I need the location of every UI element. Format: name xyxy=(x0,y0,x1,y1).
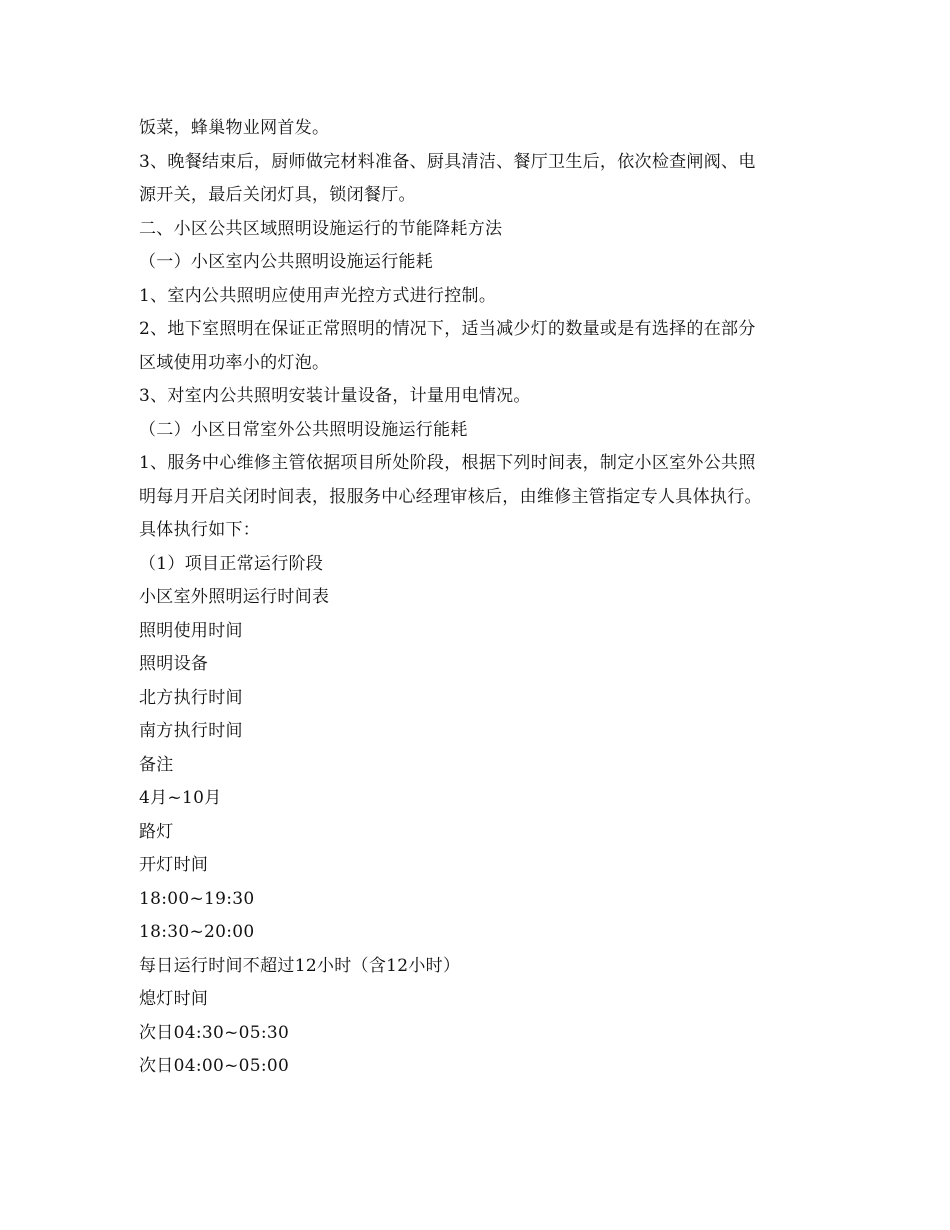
text-line: 明每月开启关闭时间表，报服务中心经理审核后，由维修主管指定专人具体执行。 xyxy=(139,486,762,507)
table-cell: 照明设备 xyxy=(139,654,209,674)
document-body xyxy=(139,112,819,1084)
subsection-heading: （一）小区室内公共照明设施运行能耗 xyxy=(139,252,434,272)
text-line: 2、地下室照明在保证正常照明的情况下，适当减少灯的数量或是有选择的在部分 xyxy=(139,319,756,339)
table-cell: 熄灯时间 xyxy=(139,989,209,1009)
text-line: 区域使用功率小的灯泡。 xyxy=(139,352,330,373)
section-heading: 二、小区公共区域照明设施运行的节能降耗方法 xyxy=(139,218,503,239)
text-line: 1、服务中心维修主管依据项目所处阶段，根据下列时间表，制定小区室外公共照 xyxy=(139,453,756,473)
text-line: 3、晚餐结束后，厨师做完材料准备、厨具清洁、餐厅卫生后，依次检查闸阀、电 xyxy=(139,151,756,172)
table-cell: 18:00~19:30 xyxy=(139,888,255,909)
table-cell: 北方执行时间 xyxy=(139,687,243,708)
table-cell: 4月~10月 xyxy=(139,788,222,808)
text-line: 3、对室内公共照明安装计量设备，计量用电情况。 xyxy=(139,386,531,406)
table-cell: 次日04:30~05:30 xyxy=(139,1022,290,1043)
table-cell: 照明使用时间 xyxy=(139,620,243,641)
subsection-heading: （二）小区日常室外公共照明设施运行能耗 xyxy=(139,419,468,440)
table-cell: 备注 xyxy=(139,754,174,775)
table-cell: 每日运行时间不超过12小时（含12小时） xyxy=(139,955,461,976)
table-cell: 开灯时间 xyxy=(139,855,209,875)
text-line: 1、室内公共照明应使用声光控方式进行控制。 xyxy=(139,285,497,306)
table-cell: 南方执行时间 xyxy=(139,721,243,741)
text-line: 源开关，最后关闭灯具，锁闭餐厅。 xyxy=(139,185,416,205)
text-line: 具体执行如下： xyxy=(139,520,261,540)
table-cell: 路灯 xyxy=(139,821,174,842)
table-cell: 18:30~20:00 xyxy=(139,922,255,942)
text-line: （1）项目正常运行阶段 xyxy=(139,553,324,574)
text-line: 饭菜，蜂巢物业网首发。 xyxy=(139,118,330,138)
table-cell: 次日04:00~05:00 xyxy=(139,1056,290,1076)
table-title: 小区室外照明运行时间表 xyxy=(139,587,330,607)
